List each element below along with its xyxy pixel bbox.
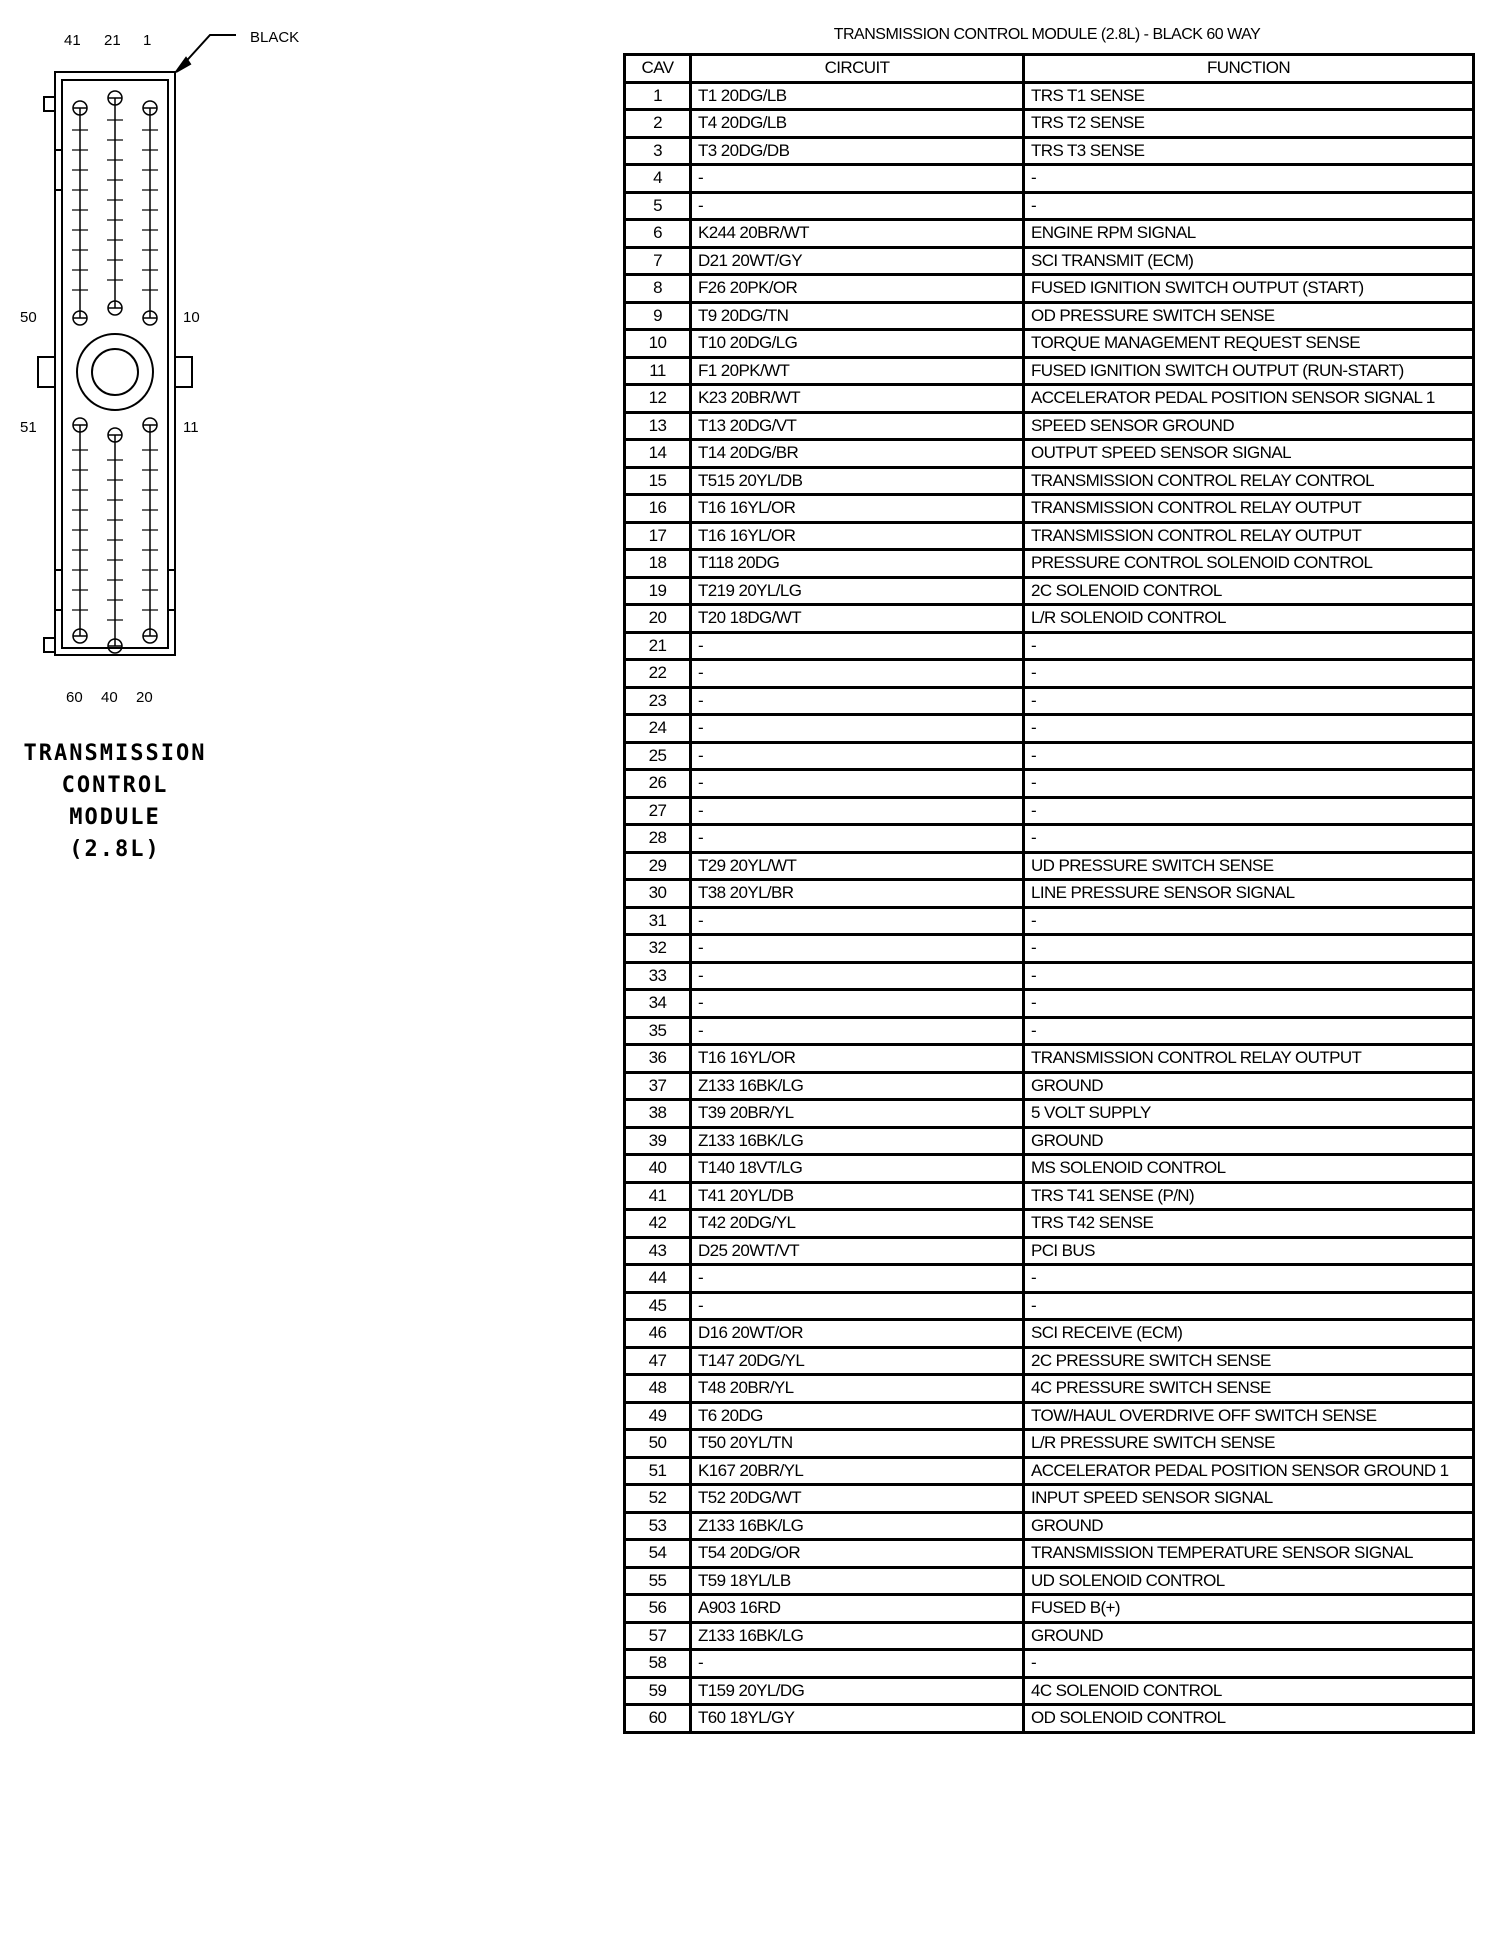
table-row xyxy=(625,82,1474,110)
cav-cell: 25 xyxy=(625,742,691,770)
table-row xyxy=(625,1567,1474,1595)
function-cell: L/R SOLENOID CONTROL xyxy=(1024,605,1474,633)
module-title-line: TRANSMISSION xyxy=(23,741,207,766)
table-row xyxy=(625,220,1474,248)
table-row xyxy=(625,110,1474,138)
cav-cell: 14 xyxy=(625,440,691,468)
module-title-line: MODULE xyxy=(69,805,161,830)
circuit-cell: - xyxy=(691,1292,1024,1320)
connector-diagram xyxy=(0,0,300,720)
cav-cell: 16 xyxy=(625,495,691,523)
table-row xyxy=(625,522,1474,550)
cav-cell: 30 xyxy=(625,880,691,908)
pinout-table xyxy=(623,53,1475,1734)
table-row xyxy=(625,1320,1474,1348)
cav-cell: 47 xyxy=(625,1347,691,1375)
circuit-cell: T6 20DG xyxy=(691,1402,1024,1430)
table-row xyxy=(625,1375,1474,1403)
pin-label-1: 1 xyxy=(143,32,152,49)
cav-cell: 20 xyxy=(625,605,691,633)
circuit-cell: T3 20DG/DB xyxy=(691,137,1024,165)
cav-cell: 7 xyxy=(625,247,691,275)
pin-label-60: 60 xyxy=(66,689,83,706)
circuit-cell: T38 20YL/BR xyxy=(691,880,1024,908)
function-cell: - xyxy=(1024,935,1474,963)
cav-cell: 23 xyxy=(625,687,691,715)
function-cell: GROUND xyxy=(1024,1512,1474,1540)
table-row xyxy=(625,1292,1474,1320)
table-header-row xyxy=(625,55,1474,83)
function-cell: 4C SOLENOID CONTROL xyxy=(1024,1677,1474,1705)
circuit-cell: K244 20BR/WT xyxy=(691,220,1024,248)
circuit-cell: T14 20DG/BR xyxy=(691,440,1024,468)
function-cell: UD PRESSURE SWITCH SENSE xyxy=(1024,852,1474,880)
circuit-cell: T159 20YL/DG xyxy=(691,1677,1024,1705)
function-cell: - xyxy=(1024,687,1474,715)
table-row xyxy=(625,907,1474,935)
function-cell: - xyxy=(1024,1017,1474,1045)
circuit-cell: T52 20DG/WT xyxy=(691,1485,1024,1513)
function-cell: PCI BUS xyxy=(1024,1237,1474,1265)
table-row xyxy=(625,1265,1474,1293)
table-row xyxy=(625,880,1474,908)
table-row xyxy=(625,1155,1474,1183)
table-row xyxy=(625,935,1474,963)
circuit-cell: T29 20YL/WT xyxy=(691,852,1024,880)
pin-label-21: 21 xyxy=(104,32,121,49)
circuit-cell: T39 20BR/YL xyxy=(691,1100,1024,1128)
circuit-cell: T20 18DG/WT xyxy=(691,605,1024,633)
left-latch xyxy=(38,357,55,387)
table-row xyxy=(625,1045,1474,1073)
cav-cell: 6 xyxy=(625,220,691,248)
function-cell: 4C PRESSURE SWITCH SENSE xyxy=(1024,1375,1474,1403)
table-row xyxy=(625,1512,1474,1540)
circuit-cell: F1 20PK/WT xyxy=(691,357,1024,385)
function-cell: TRS T3 SENSE xyxy=(1024,137,1474,165)
circuit-cell: T42 20DG/YL xyxy=(691,1210,1024,1238)
function-cell: GROUND xyxy=(1024,1127,1474,1155)
circuit-cell: T16 16YL/OR xyxy=(691,495,1024,523)
function-cell: LINE PRESSURE SENSOR SIGNAL xyxy=(1024,880,1474,908)
cav-cell: 48 xyxy=(625,1375,691,1403)
circuit-cell: F26 20PK/OR xyxy=(691,275,1024,303)
circuit-cell: - xyxy=(691,797,1024,825)
function-cell: SCI TRANSMIT (ECM) xyxy=(1024,247,1474,275)
circuit-cell: - xyxy=(691,825,1024,853)
function-cell: - xyxy=(1024,962,1474,990)
function-cell: PRESSURE CONTROL SOLENOID CONTROL xyxy=(1024,550,1474,578)
table-row xyxy=(625,247,1474,275)
table-row xyxy=(625,357,1474,385)
circuit-cell: - xyxy=(691,660,1024,688)
pin-label-41: 41 xyxy=(64,32,81,49)
cav-cell: 27 xyxy=(625,797,691,825)
header-circuit: CIRCUIT xyxy=(691,55,1024,83)
table-row xyxy=(625,467,1474,495)
circuit-cell: - xyxy=(691,935,1024,963)
circuit-cell: K167 20BR/YL xyxy=(691,1457,1024,1485)
table-row xyxy=(625,1072,1474,1100)
table-row xyxy=(625,192,1474,220)
function-cell: ACCELERATOR PEDAL POSITION SENSOR GROUND 1 xyxy=(1024,1457,1474,1485)
function-cell: TRS T1 SENSE xyxy=(1024,82,1474,110)
function-cell: TRANSMISSION CONTROL RELAY CONTROL xyxy=(1024,467,1474,495)
table-row xyxy=(625,302,1474,330)
cav-cell: 9 xyxy=(625,302,691,330)
table-row xyxy=(625,1650,1474,1678)
cav-cell: 31 xyxy=(625,907,691,935)
function-cell: 2C SOLENOID CONTROL xyxy=(1024,577,1474,605)
table-row xyxy=(625,1347,1474,1375)
circuit-cell: - xyxy=(691,1265,1024,1293)
function-cell: GROUND xyxy=(1024,1072,1474,1100)
table-row xyxy=(625,1705,1474,1733)
table-row xyxy=(625,1485,1474,1513)
function-cell: 5 VOLT SUPPLY xyxy=(1024,1100,1474,1128)
circuit-cell: T219 20YL/LG xyxy=(691,577,1024,605)
cav-cell: 3 xyxy=(625,137,691,165)
table-row xyxy=(625,1210,1474,1238)
function-cell: - xyxy=(1024,632,1474,660)
circuit-cell: T4 20DG/LB xyxy=(691,110,1024,138)
circuit-cell: T147 20DG/YL xyxy=(691,1347,1024,1375)
cav-cell: 26 xyxy=(625,770,691,798)
cav-cell: 13 xyxy=(625,412,691,440)
pin-label-11: 11 xyxy=(183,419,199,436)
function-cell: TOW/HAUL OVERDRIVE OFF SWITCH SENSE xyxy=(1024,1402,1474,1430)
table-row xyxy=(625,1127,1474,1155)
table-title: TRANSMISSION CONTROL MODULE (2.8L) - BLACK 60 WAY xyxy=(833,26,1261,43)
table-row xyxy=(625,412,1474,440)
table-row xyxy=(625,742,1474,770)
pin-rows-lower xyxy=(72,418,158,653)
cav-cell: 46 xyxy=(625,1320,691,1348)
table-row xyxy=(625,165,1474,193)
function-cell: ENGINE RPM SIGNAL xyxy=(1024,220,1474,248)
table-row xyxy=(625,962,1474,990)
circuit-cell: - xyxy=(691,165,1024,193)
function-cell: - xyxy=(1024,192,1474,220)
cav-cell: 15 xyxy=(625,467,691,495)
circuit-cell: Z133 16BK/LG xyxy=(691,1127,1024,1155)
function-cell: INPUT SPEED SENSOR SIGNAL xyxy=(1024,1485,1474,1513)
function-cell: - xyxy=(1024,1265,1474,1293)
pin-label-50: 50 xyxy=(20,309,37,326)
cav-cell: 24 xyxy=(625,715,691,743)
table-row xyxy=(625,440,1474,468)
table-row xyxy=(625,137,1474,165)
table-row xyxy=(625,1677,1474,1705)
right-latch xyxy=(175,357,192,387)
circuit-cell: T60 18YL/GY xyxy=(691,1705,1024,1733)
center-post-outer xyxy=(77,334,153,410)
cav-cell: 8 xyxy=(625,275,691,303)
table-row xyxy=(625,687,1474,715)
circuit-cell: T9 20DG/TN xyxy=(691,302,1024,330)
circuit-cell: - xyxy=(691,962,1024,990)
circuit-cell: T13 20DG/VT xyxy=(691,412,1024,440)
table-row xyxy=(625,1430,1474,1458)
function-cell: - xyxy=(1024,770,1474,798)
center-post-inner xyxy=(92,349,138,395)
table-row xyxy=(625,577,1474,605)
function-cell: TRANSMISSION CONTROL RELAY OUTPUT xyxy=(1024,1045,1474,1073)
function-cell: - xyxy=(1024,797,1474,825)
circuit-cell: - xyxy=(691,715,1024,743)
cav-cell: 28 xyxy=(625,825,691,853)
cav-cell: 38 xyxy=(625,1100,691,1128)
cav-cell: 37 xyxy=(625,1072,691,1100)
circuit-cell: T1 20DG/LB xyxy=(691,82,1024,110)
function-cell: - xyxy=(1024,742,1474,770)
cav-cell: 57 xyxy=(625,1622,691,1650)
function-cell: ACCELERATOR PEDAL POSITION SENSOR SIGNAL 1 xyxy=(1024,385,1474,413)
cav-cell: 42 xyxy=(625,1210,691,1238)
header-function: FUNCTION xyxy=(1024,55,1474,83)
table-row xyxy=(625,632,1474,660)
cav-cell: 55 xyxy=(625,1567,691,1595)
function-cell: FUSED B(+) xyxy=(1024,1595,1474,1623)
table-row xyxy=(625,495,1474,523)
cav-cell: 40 xyxy=(625,1155,691,1183)
circuit-cell: D21 20WT/GY xyxy=(691,247,1024,275)
module-title-line: CONTROL xyxy=(61,773,169,798)
table-row xyxy=(625,770,1474,798)
cav-cell: 60 xyxy=(625,1705,691,1733)
table-row xyxy=(625,797,1474,825)
cav-cell: 29 xyxy=(625,852,691,880)
circuit-cell: - xyxy=(691,742,1024,770)
function-cell: - xyxy=(1024,907,1474,935)
pin-rows-upper xyxy=(72,91,158,325)
cav-cell: 11 xyxy=(625,357,691,385)
cav-cell: 53 xyxy=(625,1512,691,1540)
circuit-cell: - xyxy=(691,192,1024,220)
cav-cell: 2 xyxy=(625,110,691,138)
cav-cell: 54 xyxy=(625,1540,691,1568)
circuit-cell: T54 20DG/OR xyxy=(691,1540,1024,1568)
function-cell: MS SOLENOID CONTROL xyxy=(1024,1155,1474,1183)
function-cell: - xyxy=(1024,660,1474,688)
circuit-cell: - xyxy=(691,990,1024,1018)
cav-cell: 22 xyxy=(625,660,691,688)
cav-cell: 51 xyxy=(625,1457,691,1485)
function-cell: - xyxy=(1024,990,1474,1018)
table-row xyxy=(625,330,1474,358)
table-row xyxy=(625,605,1474,633)
table-row xyxy=(625,660,1474,688)
function-cell: TRS T42 SENSE xyxy=(1024,1210,1474,1238)
circuit-cell: T515 20YL/DB xyxy=(691,467,1024,495)
cav-cell: 44 xyxy=(625,1265,691,1293)
function-cell: L/R PRESSURE SWITCH SENSE xyxy=(1024,1430,1474,1458)
circuit-cell: T48 20BR/YL xyxy=(691,1375,1024,1403)
cav-cell: 1 xyxy=(625,82,691,110)
cav-cell: 12 xyxy=(625,385,691,413)
pin-label-10: 10 xyxy=(183,309,200,326)
table-row xyxy=(625,1100,1474,1128)
circuit-cell: K23 20BR/WT xyxy=(691,385,1024,413)
left-tab-upper xyxy=(44,97,55,111)
circuit-cell: D16 20WT/OR xyxy=(691,1320,1024,1348)
function-cell: 2C PRESSURE SWITCH SENSE xyxy=(1024,1347,1474,1375)
circuit-cell: Z133 16BK/LG xyxy=(691,1622,1024,1650)
cav-cell: 36 xyxy=(625,1045,691,1073)
function-cell: - xyxy=(1024,715,1474,743)
function-cell: SPEED SENSOR GROUND xyxy=(1024,412,1474,440)
left-tab-lower xyxy=(44,638,55,652)
function-cell: OD SOLENOID CONTROL xyxy=(1024,1705,1474,1733)
table-row xyxy=(625,1237,1474,1265)
header-cav: CAV xyxy=(625,55,691,83)
table-row xyxy=(625,990,1474,1018)
pin-label-20: 20 xyxy=(136,689,153,706)
table-row xyxy=(625,385,1474,413)
function-cell: TRANSMISSION CONTROL RELAY OUTPUT xyxy=(1024,495,1474,523)
pin-label-51: 51 xyxy=(20,419,37,436)
circuit-cell: - xyxy=(691,632,1024,660)
function-cell: - xyxy=(1024,825,1474,853)
table-row xyxy=(625,1402,1474,1430)
module-title-line: (2.8L) xyxy=(69,837,161,862)
cav-cell: 56 xyxy=(625,1595,691,1623)
cav-cell: 33 xyxy=(625,962,691,990)
table-row xyxy=(625,1457,1474,1485)
cav-cell: 10 xyxy=(625,330,691,358)
function-cell: GROUND xyxy=(1024,1622,1474,1650)
cav-cell: 21 xyxy=(625,632,691,660)
cav-cell: 35 xyxy=(625,1017,691,1045)
function-cell: TORQUE MANAGEMENT REQUEST SENSE xyxy=(1024,330,1474,358)
function-cell: UD SOLENOID CONTROL xyxy=(1024,1567,1474,1595)
circuit-cell: T59 18YL/LB xyxy=(691,1567,1024,1595)
function-cell: - xyxy=(1024,165,1474,193)
circuit-cell: T50 20YL/TN xyxy=(691,1430,1024,1458)
cav-cell: 34 xyxy=(625,990,691,1018)
circuit-cell: T140 18VT/LG xyxy=(691,1155,1024,1183)
cav-cell: 5 xyxy=(625,192,691,220)
table-row xyxy=(625,1182,1474,1210)
cav-cell: 17 xyxy=(625,522,691,550)
cav-cell: 45 xyxy=(625,1292,691,1320)
table-row xyxy=(625,275,1474,303)
function-cell: - xyxy=(1024,1650,1474,1678)
table-row xyxy=(625,825,1474,853)
circuit-cell: - xyxy=(691,907,1024,935)
black-label: BLACK xyxy=(250,29,300,46)
module-title xyxy=(0,738,230,866)
function-cell: SCI RECEIVE (ECM) xyxy=(1024,1320,1474,1348)
table-row xyxy=(625,852,1474,880)
circuit-cell: Z133 16BK/LG xyxy=(691,1072,1024,1100)
circuit-cell: Z133 16BK/LG xyxy=(691,1512,1024,1540)
circuit-cell: - xyxy=(691,1017,1024,1045)
table-row xyxy=(625,1622,1474,1650)
pinout-table-body xyxy=(625,82,1474,1732)
cav-cell: 32 xyxy=(625,935,691,963)
circuit-cell: T118 20DG xyxy=(691,550,1024,578)
cav-cell: 43 xyxy=(625,1237,691,1265)
table-row xyxy=(625,550,1474,578)
function-cell: TRS T41 SENSE (P/N) xyxy=(1024,1182,1474,1210)
circuit-cell: T16 16YL/OR xyxy=(691,522,1024,550)
table-row xyxy=(625,1595,1474,1623)
function-cell: FUSED IGNITION SWITCH OUTPUT (START) xyxy=(1024,275,1474,303)
circuit-cell: T41 20YL/DB xyxy=(691,1182,1024,1210)
pointer-arrowhead xyxy=(176,58,190,72)
function-cell: TRS T2 SENSE xyxy=(1024,110,1474,138)
pin-label-40: 40 xyxy=(101,689,118,706)
cav-cell: 4 xyxy=(625,165,691,193)
circuit-cell: A903 16RD xyxy=(691,1595,1024,1623)
function-cell: FUSED IGNITION SWITCH OUTPUT (RUN-START) xyxy=(1024,357,1474,385)
circuit-cell: T16 16YL/OR xyxy=(691,1045,1024,1073)
function-cell: TRANSMISSION TEMPERATURE SENSOR SIGNAL xyxy=(1024,1540,1474,1568)
circuit-cell: - xyxy=(691,1650,1024,1678)
function-cell: - xyxy=(1024,1292,1474,1320)
circuit-cell: T10 20DG/LG xyxy=(691,330,1024,358)
cav-cell: 59 xyxy=(625,1677,691,1705)
cav-cell: 58 xyxy=(625,1650,691,1678)
cav-cell: 52 xyxy=(625,1485,691,1513)
function-cell: TRANSMISSION CONTROL RELAY OUTPUT xyxy=(1024,522,1474,550)
table-row xyxy=(625,1540,1474,1568)
cav-cell: 41 xyxy=(625,1182,691,1210)
function-cell: OUTPUT SPEED SENSOR SIGNAL xyxy=(1024,440,1474,468)
cav-cell: 18 xyxy=(625,550,691,578)
cav-cell: 50 xyxy=(625,1430,691,1458)
circuit-cell: D25 20WT/VT xyxy=(691,1237,1024,1265)
circuit-cell: - xyxy=(691,770,1024,798)
function-cell: OD PRESSURE SWITCH SENSE xyxy=(1024,302,1474,330)
circuit-cell: - xyxy=(691,687,1024,715)
cav-cell: 19 xyxy=(625,577,691,605)
cav-cell: 39 xyxy=(625,1127,691,1155)
table-row xyxy=(625,1017,1474,1045)
cav-cell: 49 xyxy=(625,1402,691,1430)
table-row xyxy=(625,715,1474,743)
